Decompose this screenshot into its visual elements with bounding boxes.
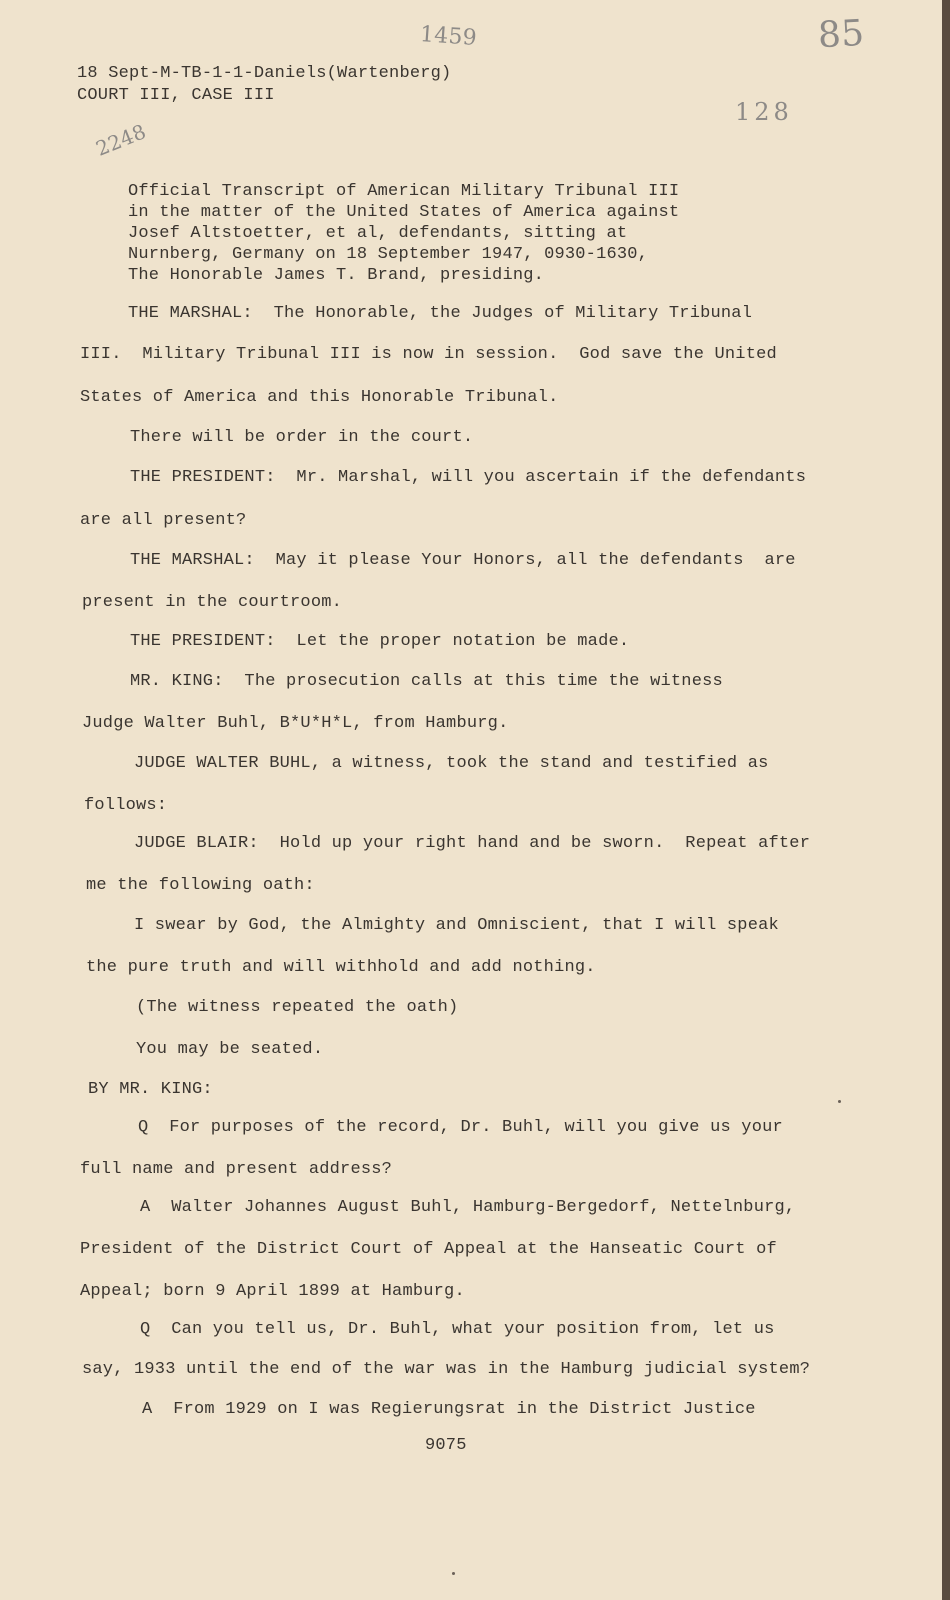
transcript-line: A Walter Johannes August Buhl, Hamburg-Bergedorf, Nettelnburg, xyxy=(140,1198,796,1217)
transcript-line: President of the District Court of Appeal at the Hanseatic Court of xyxy=(80,1240,777,1259)
transcript-line: III. Military Tribunal III is now in session. God save the United xyxy=(80,345,777,364)
transcript-line: A From 1929 on I was Regierungsrat in the District Justice xyxy=(142,1400,756,1419)
intro-line: Nurnberg, Germany on 18 September 1947, 0930-1630, xyxy=(128,245,649,264)
transcript-line: THE MARSHAL: The Honorable, the Judges of Military Tribunal xyxy=(128,304,753,323)
paper-speck xyxy=(838,1100,841,1103)
transcript-line: JUDGE WALTER BUHL, a witness, took the stand and testified as xyxy=(134,754,769,773)
paper-edge xyxy=(942,0,950,1600)
transcript-line: THE MARSHAL: May it please Your Honors, all the defendants are xyxy=(130,551,796,570)
intro-line: Official Transcript of American Military Tribunal III xyxy=(128,182,680,201)
handwritten-number-top-right: 85 xyxy=(816,12,866,57)
transcript-line: Q Can you tell us, Dr. Buhl, what your position from, let us xyxy=(140,1320,775,1339)
transcript-line: (The witness repeated the oath) xyxy=(136,998,459,1017)
handwritten-number-left: 2248 xyxy=(92,119,150,161)
paper-speck xyxy=(452,1572,455,1575)
transcript-line: are all present? xyxy=(80,511,247,530)
intro-line: The Honorable James T. Brand, presiding. xyxy=(128,266,545,285)
handwritten-number-top-center: 1459 xyxy=(419,22,478,51)
header-court-case: COURT III, CASE III xyxy=(77,86,275,105)
transcript-line: THE PRESIDENT: Mr. Marshal, will you ascertain if the defendants xyxy=(130,468,807,487)
transcript-line: You may be seated. xyxy=(136,1040,324,1059)
transcript-line: present in the courtroom. xyxy=(82,593,343,612)
transcript-line: JUDGE BLAIR: Hold up your right hand and be sworn. Repeat after xyxy=(134,834,811,853)
transcript-line: me the following oath: xyxy=(86,876,315,895)
transcript-line: There will be order in the court. xyxy=(130,428,474,447)
transcript-line: the pure truth and will withhold and add nothing. xyxy=(86,958,596,977)
transcript-line: full name and present address? xyxy=(80,1160,393,1179)
transcript-line: MR. KING: The prosecution calls at this time the witness xyxy=(130,672,723,691)
transcript-line: States of America and this Honorable Tribunal. xyxy=(80,388,559,407)
intro-line: in the matter of the United States of America against xyxy=(128,203,680,222)
transcript-line: Judge Walter Buhl, B*U*H*L, from Hamburg. xyxy=(82,714,509,733)
transcript-line: Q For purposes of the record, Dr. Buhl, will you give us your xyxy=(138,1118,783,1137)
examiner-heading: BY MR. KING: xyxy=(88,1080,213,1099)
transcript-line: say, 1933 until the end of the war was in the Hamburg judicial system? xyxy=(82,1360,811,1379)
handwritten-number-right: 128 xyxy=(735,98,793,126)
intro-line: Josef Altstoetter, et al, defendants, sitting at xyxy=(128,224,628,243)
transcript-line: I swear by God, the Almighty and Omniscient, that I will speak xyxy=(134,916,779,935)
header-reference: 18 Sept-M-TB-1-1-Daniels(Wartenberg) xyxy=(77,64,452,83)
transcript-line: THE PRESIDENT: Let the proper notation be made. xyxy=(130,632,630,651)
page-number: 9075 xyxy=(425,1436,467,1455)
transcript-line: follows: xyxy=(84,796,168,815)
transcript-line: Appeal; born 9 April 1899 at Hamburg. xyxy=(80,1282,465,1301)
